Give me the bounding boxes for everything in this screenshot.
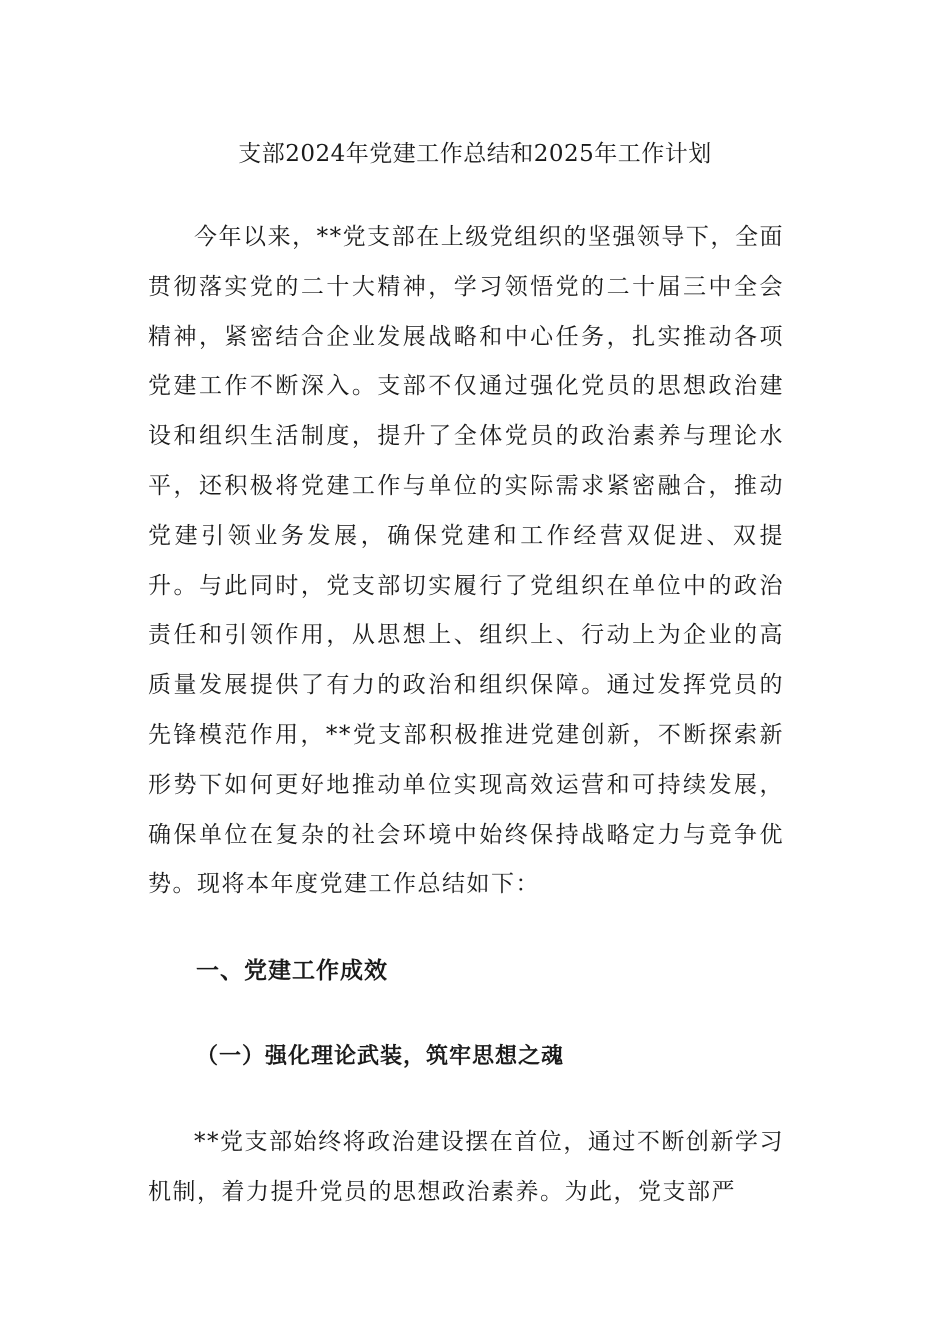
- section-heading: 一、党建工作成效: [196, 958, 388, 984]
- intro-paragraph: 今年以来，**党支部在上级党组织的坚强领导下，全面贯彻落实党的二十大精神，学习领悟党的二十届三中全会精神，紧密结合企业发展战略和中心任务，扎实推动各项党建工作不断深入。支部不仅通过强化党员的思想政治建设和组织生活制度，提升了全体党员的政治素养与理论水平，还积极将党建工作与单位的实际需求紧密融合，推动党建引领业务发展，确保党建和工作经营双促进、双提升。与此同时，党支部切实履行了党组织在单位中的政治责任和引领作用，从思想上、组织上、行动上为企业的高质量发展提供了有力的政治和组织保障。通过发挥党员的先锋模范作用，**党支部积极推进党建创新，不断探索新形势下如何更好地推动单位实现高效运营和可持续发展，确保单位在复杂的社会环境中始终保持战略定力与竞争优势。现将本年度党建工作总结如下：: [148, 224, 784, 898]
- subsection-heading: （一）强化理论武装，筑牢思想之魂: [196, 1044, 565, 1069]
- document-title: 支部2024年党建工作总结和2025年工作计划: [238, 141, 712, 167]
- body-paragraph: **党支部始终将政治建设摆在首位，通过不断创新学习机制，着力提升党员的思想政治素养。为此，党支部严: [148, 1129, 784, 1205]
